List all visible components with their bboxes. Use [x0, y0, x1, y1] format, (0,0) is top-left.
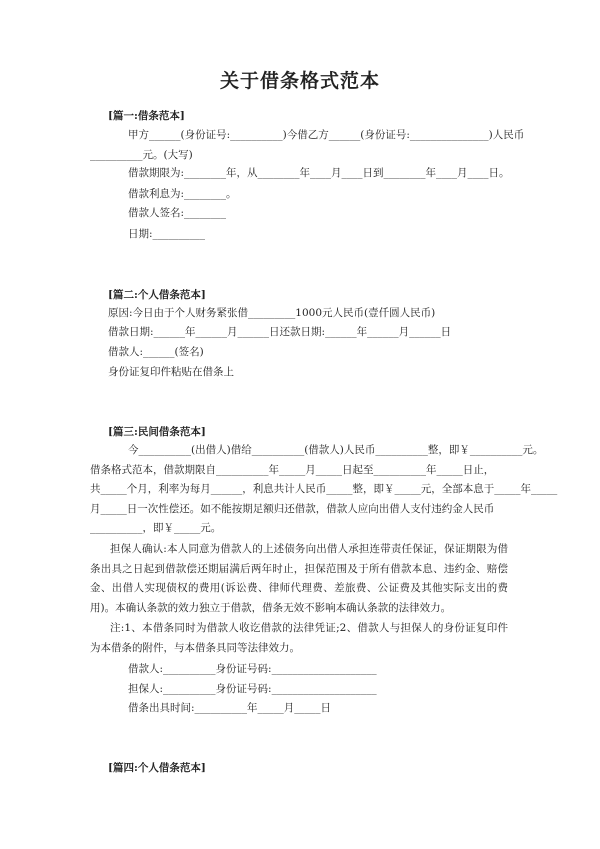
s1-line-6: 日期:__________: [128, 228, 206, 240]
s3-line-5: __________，即￥_____元。: [90, 522, 222, 534]
s3-line-2: 借条格式范本，借款期限自__________年_____月_____日起至__________年_____日止，: [90, 464, 495, 476]
document-title: 关于借条格式范本: [219, 70, 380, 92]
section-3-heading: [篇三:民间借条范本]: [108, 426, 206, 438]
section-2-heading: [篇二:个人借条范本]: [108, 289, 206, 301]
s3-guarantor-line: 担保人:__________身份证号码:____________________: [128, 683, 377, 695]
s1-line-4: 借款利息为:________。: [128, 188, 237, 200]
section-4-heading: [篇四:个人借条范本]: [108, 762, 206, 774]
s2-line-2: 借款日期:______年______月______日还款日期:______年______月______日: [108, 326, 452, 338]
s3-line-1: 今__________(出借人)借给__________(借款人)人民币__________整，即￥__________元。: [128, 444, 544, 456]
s3-issue-date-line: 借条出具时间:__________年_____月_____日: [128, 702, 332, 714]
s3-line-4: 月_____日一次性偿还。如不能按期足额归还借款，借款人应向出借人支付违约金人民币: [90, 503, 495, 515]
s1-line-1: 甲方______(身份证号:__________)今借乙方______(身份证号:_______________)人民币: [128, 129, 525, 141]
s3-line-3: 共_____个月，利率为每月______，利息共计人民币_____整，即￥_____元，全部本息于_____年_____: [90, 483, 558, 495]
s1-line-2: __________元。(大写): [90, 149, 193, 161]
s2-line-3: 借款人:______(签名): [108, 346, 204, 358]
s2-line-4: 身份证复印件粘贴在借条上: [108, 366, 234, 378]
s3-guarantor-paragraph: 担保人确认:本人同意为借款人的上述债务向出借人承担连带责任保证，保证期限为借条出具之日起到借款偿还期届满后两年时止，担保范围及于所有借款本息、违约金、赔偿金、出借人实现债权的费用(诉讼费、律师代理费、差旅费、公证费及其他实际支出的费用)。本确认条款的效力独立于借款，借条无效不影响本确认条款的法律效力。: [90, 543, 508, 614]
s3-borrower-line: 借款人:__________身份证号码:____________________: [128, 663, 377, 675]
section-1-heading: [篇一:借条范本]: [108, 110, 185, 122]
s2-line-1: 原因:今日由于个人财务紧张借_________1000元人民币(壹仟圆人民币): [108, 307, 436, 319]
s1-line-5: 借款人签名:________: [128, 207, 227, 219]
s3-note-paragraph: 注:1、本借条同时为借款人收讫借款的法律凭证;2、借款人与担保人的身份证复印件为本借条的附件，与本借条具同等法律效力。: [90, 622, 508, 654]
s1-line-3: 借款期限为:________年，从________年____月____日到________年____月____日。: [128, 167, 510, 179]
